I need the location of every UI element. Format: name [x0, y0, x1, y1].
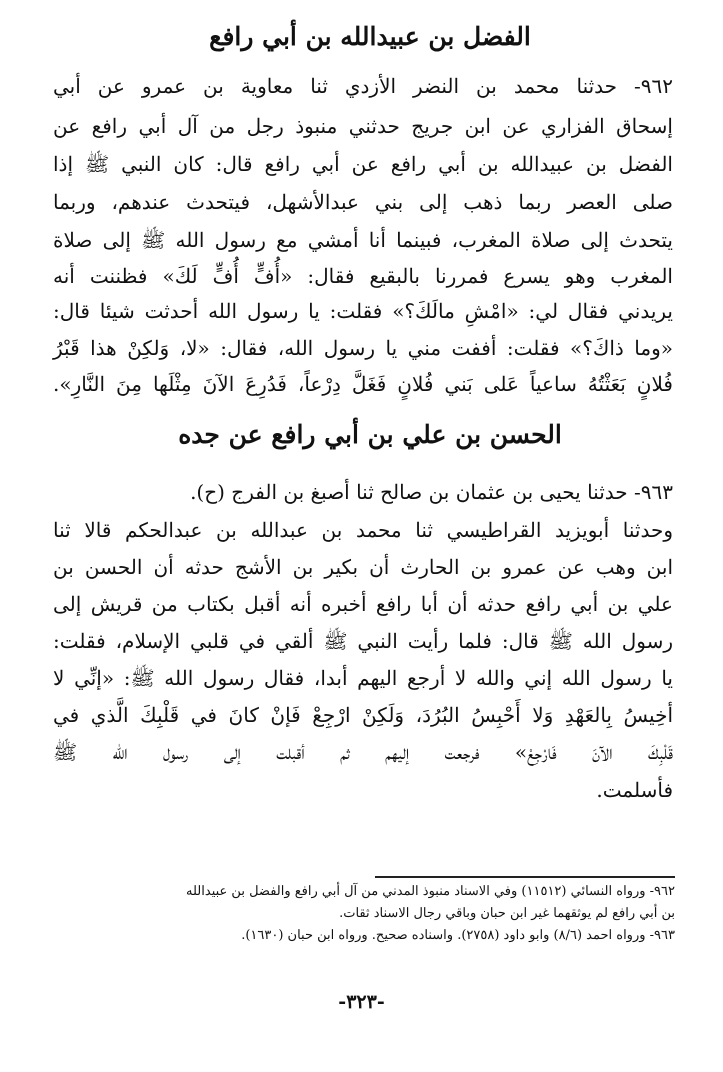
chapter-heading-fadl: الفضل بن عبيدالله بن أبي رافع [209, 22, 531, 51]
hadith-962-line-9: فُلانٍ بَعَثْتُهُ ساعياً عَلى بَني فُلانٍ فَغَلَّ دِرْعاً، فَدُرِعَ الآنَ مِثْلَها مِنَ النَّارِ». [53, 372, 673, 396]
hadith-962-line-6: المغرب وهو يسرع فمررنا بالبقيع فقال: «أُفٍّ أُفٍّ لَكَ» فظننت أنه [53, 264, 673, 288]
hadith-963-line-1: ٩٦٣- حدثنا يحيى بن عثمان بن صالح ثنا أصبغ بن الفرج (ح). [190, 480, 673, 504]
footnote-963: ٩٦٣- ورواه احمد (٨/٦) وابو داود (٢٧٥٨). واسناده صحيح. ورواه ابن حبان (١٦٣٠). [241, 928, 675, 943]
hadith-962-line-3: الفضل بن عبيدالله بن أبي رافع عن أبي رافع قال: كان النبي ﷺ إذا [53, 152, 673, 176]
footnote-divider [375, 876, 675, 878]
hadith-963-line-9: فأسلمت. [596, 778, 673, 802]
hadith-962-line-8: «وما ذاكَ؟» فقلت: أففت مني يا رسول الله، فقال: «لا، وَلكِنْ هذا قَبْرُ [53, 336, 673, 360]
hadith-962-line-5: يتحدث إلى صلاة المغرب، فبينما أنا أمشي مع رسول الله ﷺ إلى صلاة [53, 228, 673, 252]
footnote-962-line-2: بن أبي رافع لم يوثقهما غير ابن حبان وباقي رجال الاسناد ثقات. [339, 906, 675, 921]
hadith-962-line-2: إسحاق الفزاري عن ابن جريج حدثني منبوذ رجل من آل أبي رافع عن [53, 114, 673, 138]
hadith-963-line-8: قَلْبِكَ الآنَ فَارْجِعْ» فرجعت إليهم ثم أقبلت إلى رسول الله ﷺ [53, 740, 673, 764]
hadith-963-line-3: ابن وهب عن عمرو بن الحارث أن بكير بن الأشج حدثه أن الحسن بن [53, 555, 673, 579]
hadith-963-line-5: رسول الله ﷺ قال: فلما رأيت النبي ﷺ ألقي في قلبي الإسلام، فقلت: [53, 629, 673, 653]
hadith-963-line-4: علي بن أبي رافع حدثه أن أبا رافع أخبره أنه أقبل بكتاب من قريش إلى [53, 592, 673, 616]
hadith-962-line-4: صلى العصر ربما ذهب إلى بني عبدالأشهل، فيتحدث عندهم، وربما [53, 190, 673, 214]
footnote-962-line-1: ٩٦٢- ورواه النسائي (١١٥١٢) وفي الاسناد منبوذ المدني من آل أبي رافع والفضل بن عبيدالله [186, 884, 675, 899]
hadith-963-line-7: أخِيسُ بِالعَهْدِ وَلا أَحْبِسُ البُرُدَ، وَلَكِنْ ارْجِعْ فَإنْ كانَ في قَلْبِكَ الَّذي في [53, 703, 673, 727]
hadith-963-line-2: وحدثنا أبويزيد القراطيسي ثنا محمد بن عبدالله بن عبدالحكم قالا ثنا [53, 518, 673, 542]
hadith-962-line-7: يريدني فقال لي: «امْشِ مالَكَ؟» فقلت: يا رسول الله أحدثت شيئا قال: [53, 299, 673, 323]
chapter-heading-hasan: الحسن بن علي بن أبي رافع عن جده [178, 420, 562, 449]
hadith-962-line-1: ٩٦٢- حدثنا محمد بن النضر الأزدي ثنا معاوية بن عمرو عن أبي [53, 74, 673, 98]
page-number: -٣٢٣- [338, 991, 385, 1013]
hadith-963-line-6: يا رسول الله إني والله لا أرجع اليهم أبدا، فقال رسول الله ﷺ: «إنِّي لا [53, 666, 673, 690]
